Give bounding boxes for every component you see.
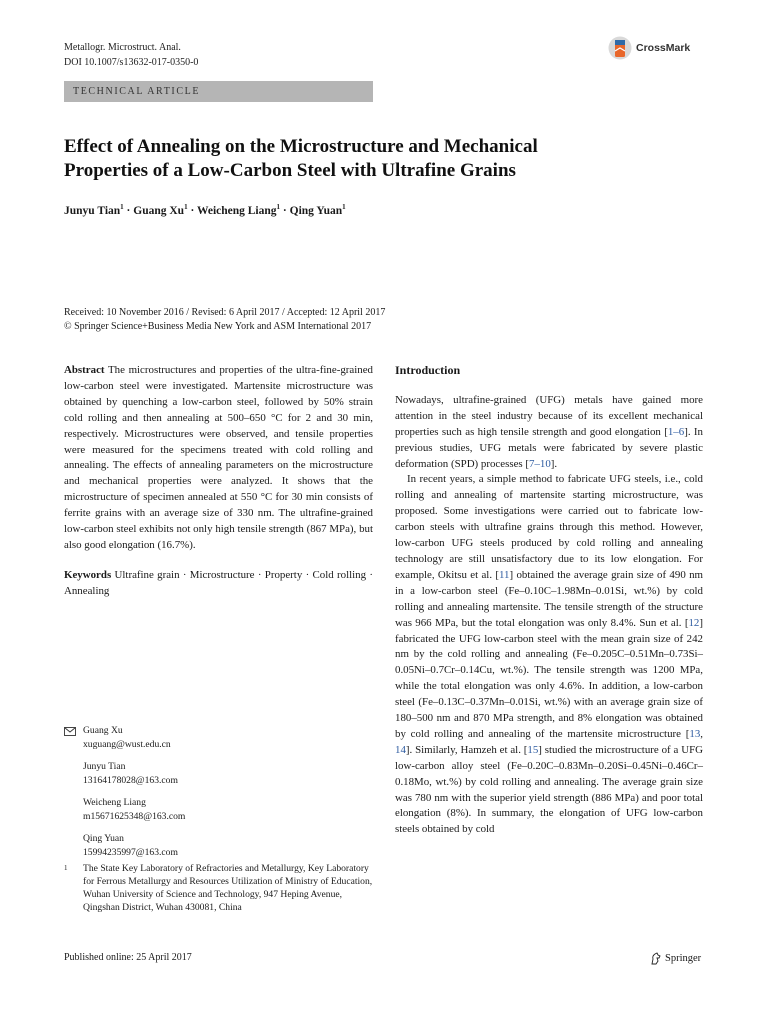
affiliation-footnote bbox=[64, 862, 373, 914]
left-column bbox=[64, 363, 373, 600]
springer-horse-icon bbox=[650, 952, 662, 965]
intro-text: ]. In previous studies, UFG metals were fabricated by severe plastic deformation (SPD) processes [ bbox=[395, 425, 703, 470]
intro-text: ] studied the microstructure of a UFG low-carbon alloy steel (Fe–0.20C–0.83Mn–0.20Si–0.45Ni–0.46Cr–0.18Mo, wt.%) by cold rolling and annealing. The average grain size was 780 nm with the superior yield strength (886 MPa) and poor total elongation (8%). In summary, the elongation of UFG low-carbon steels obtained by cold bbox=[395, 743, 703, 836]
citation-link[interactable]: 12 bbox=[688, 616, 700, 629]
crossmark-badge[interactable] bbox=[608, 33, 728, 63]
envelope-icon bbox=[64, 727, 76, 736]
contact-name: Qing Yuan bbox=[83, 833, 124, 844]
affiliation-text: The State Key Laboratory of Refractories and Metallurgy, Key Laboratory for Ferrous Metallurgy and Resources Utilization of Ministry of Education, Wuhan University of Science and Technology, 947 Heping Avenue, Qingshan District, Wuhan 430081, China bbox=[83, 863, 373, 913]
article-title bbox=[64, 135, 704, 183]
history-dates: Received: 10 November 2016 / Revised: 6 April 2017 / Accepted: 12 April 2017 bbox=[64, 307, 386, 318]
author-affiliation-marker: 1 bbox=[120, 203, 124, 211]
article-history bbox=[64, 306, 704, 334]
crossmark-icon bbox=[608, 35, 632, 61]
author-name[interactable]: Qing Yuan bbox=[289, 204, 343, 217]
contact-name: Weicheng Liang bbox=[83, 797, 146, 808]
citation-link[interactable]: 15 bbox=[527, 743, 539, 756]
publisher-logo bbox=[650, 952, 701, 965]
article-type-banner: TECHNICAL ARTICLE bbox=[64, 81, 373, 102]
affiliation-number: 1 bbox=[64, 864, 68, 872]
keywords-text: Ultrafine grain · Microstructure · Property · Cold rolling · Annealing bbox=[64, 568, 373, 597]
author-list bbox=[64, 203, 346, 217]
crossmark-label: CrossMark bbox=[636, 42, 691, 54]
intro-text: ]. bbox=[550, 457, 558, 470]
contact-email[interactable]: 13164178028@163.com bbox=[83, 775, 178, 786]
abstract-label: Abstract bbox=[64, 364, 105, 376]
citation-link[interactable]: 1–6 bbox=[667, 425, 685, 438]
contact-entry bbox=[64, 796, 373, 824]
contact-email[interactable]: xuguang@wust.edu.cn bbox=[83, 739, 171, 750]
author-separator: · bbox=[123, 204, 134, 217]
abstract bbox=[64, 363, 373, 554]
author-name[interactable]: Weicheng Liang bbox=[196, 204, 277, 217]
journal-name: Metallogr. Microstruct. Anal. bbox=[64, 42, 181, 53]
right-column bbox=[395, 363, 703, 838]
contact-email[interactable]: m15671625348@163.com bbox=[83, 811, 186, 822]
keywords-label: Keywords bbox=[64, 568, 112, 581]
doi[interactable]: DOI 10.1007/s13632-017-0350-0 bbox=[64, 57, 199, 68]
intro-text: ]. Similarly, Hamzeh et al. [ bbox=[405, 743, 528, 756]
abstract-text: The microstructures and properties of the ultra-fine-grained low-carbon steel were investigated. Martensite microstructure was obtained by quenching a low-carbon steel, followed by 50% strain cold rolling and then annealing at 500–650 °C for 2 and 30 min, respectively. Microstructures were observed, and tensile properties were measured for the specimens treated with cold rolling and annealing. The effects of annealing parameters on the microstructure and mechanical properties were analyzed. It shows that the microstructure of specimen annealed at 550 °C for 30 min consists of ferrite grains with an average size of 330 nm. The ultrafine-grained low-carbon steel exhibits not only high tensile strength (867 MPa), but also good elongation (16.7%). bbox=[64, 364, 373, 551]
intro-paragraph-2 bbox=[395, 472, 703, 838]
intro-text: ] fabricated the UFG low-carbon steel with the mean grain size of 242 nm by the cold rolling and annealing (Fe–0.205C–0.51Mn–0.73Si–0.05Ni–0.7Cr–0.14Cu, wt.%). The tensile strength was 1200 MPa, while the total elongation was only 4.6%. In addition, a low-carbon steel (Fe–0.13C–0.37Mn–0.01Si, wt.%) with an average grain size of 180–500 nm and 870 MPa strength, and 8% elongation was obtained by cold rolling and annealing of the martensite microstructure [ bbox=[395, 616, 703, 740]
citation-link[interactable]: 11 bbox=[499, 568, 510, 581]
author-name[interactable]: Junyu Tian bbox=[64, 204, 121, 217]
author-affiliation-marker: 1 bbox=[184, 203, 188, 211]
author-separator: · bbox=[187, 204, 197, 217]
contact-name: Junyu Tian bbox=[83, 761, 126, 772]
copyright-line: © Springer Science+Business Media New York and ASM International 2017 bbox=[64, 321, 372, 332]
published-online: Published online: 25 April 2017 bbox=[64, 952, 192, 963]
section-heading-introduction: Introduction bbox=[395, 363, 461, 377]
intro-paragraph-1 bbox=[395, 393, 703, 473]
contact-block bbox=[64, 724, 373, 868]
author-affiliation-marker: 1 bbox=[276, 203, 281, 211]
publisher-name: Springer bbox=[665, 953, 702, 964]
citation-link[interactable]: 7–10 bbox=[529, 457, 551, 470]
intro-text: , bbox=[700, 727, 703, 740]
contact-entry bbox=[64, 724, 373, 752]
contact-name: Guang Xu bbox=[83, 725, 123, 736]
intro-text: In recent years, a simple method to fabricate UFG steels, i.e., cold rolling and annealing of martensite starting microstructure, was proposed. Some investigations were carried out to fabricate low-carbon steels with ultrafine grains through this method. However, low-carbon UFG steels produced by cold rolling and annealing technology are still unsatisfactory due to its low elongation. For example, Okitsu et al. [ bbox=[395, 473, 703, 581]
author-name[interactable]: Guang Xu bbox=[133, 204, 185, 217]
intro-text: Nowadays, ultrafine-grained (UFG) metals have gained more attention in the steel industry because of its excellent mechanical properties such as high tensile strength and good elongation [ bbox=[395, 393, 703, 438]
title-line-2: Properties of a Low-Carbon Steel with Ultrafine Grains bbox=[64, 160, 516, 181]
author-affiliation-marker: 1 bbox=[342, 203, 346, 211]
contact-entry bbox=[64, 832, 373, 860]
contact-email[interactable]: 15994235997@163.com bbox=[83, 847, 178, 858]
keywords bbox=[64, 568, 373, 600]
intro-text: ] obtained the average grain size of 490 nm in a low-carbon steel (Fe–0.10C–1.98Mn–0.01Si, wt.%) by cold rolling and annealing martensite. The tensile strength of the structure was 966 MPa, but the total elongation was only 8.4%. Sun et al. [ bbox=[395, 568, 703, 629]
title-line-1: Effect of Annealing on the Microstructure and Mechanical bbox=[64, 136, 538, 157]
author-separator: · bbox=[280, 204, 290, 217]
contact-entry bbox=[64, 760, 373, 788]
citation-link[interactable]: 14 bbox=[395, 743, 406, 756]
citation-link[interactable]: 13 bbox=[689, 727, 701, 740]
